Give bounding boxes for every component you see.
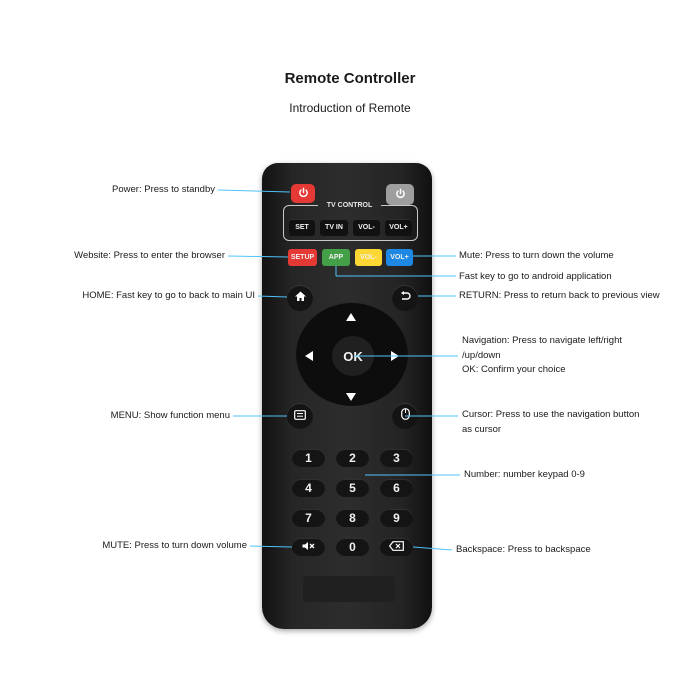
tv-control-label: TV CONTROL bbox=[318, 202, 381, 209]
annotation-return: RETURN: Press to return back to previous view bbox=[459, 290, 660, 301]
annotation-website: Website: Press to enter the browser bbox=[74, 250, 225, 261]
annotation-power: Power: Press to standby bbox=[112, 184, 215, 195]
number-key-8[interactable]: 8 bbox=[336, 509, 369, 527]
number-key-2[interactable]: 2 bbox=[336, 449, 369, 467]
number-key-3[interactable]: 3 bbox=[380, 449, 413, 467]
tv-in-button[interactable]: TV IN bbox=[320, 219, 348, 236]
annotation-number: Number: number keypad 0-9 bbox=[464, 469, 585, 480]
tv-set-button[interactable]: SET bbox=[289, 219, 315, 236]
vol-up-color-button[interactable]: VOL+ bbox=[386, 249, 413, 266]
number-key-0[interactable]: 0 bbox=[336, 538, 369, 556]
number-key-5[interactable]: 5 bbox=[336, 479, 369, 497]
number-key-7[interactable]: 7 bbox=[292, 509, 325, 527]
annotation-cursor-2: as cursor bbox=[462, 424, 502, 435]
annotation-navigation-1: Navigation: Press to navigate left/right bbox=[462, 335, 623, 346]
number-key-6[interactable]: 6 bbox=[380, 479, 413, 497]
annotation-menu: MENU: Show function menu bbox=[110, 410, 230, 421]
annotation-fast-key: Fast key to go to android application bbox=[459, 271, 612, 282]
setup-button[interactable]: SETUP bbox=[288, 249, 317, 266]
annotation-navigation-2: /up/down bbox=[462, 350, 501, 361]
vol-down-color-button[interactable]: VOL- bbox=[355, 249, 382, 266]
number-key-1[interactable]: 1 bbox=[292, 449, 325, 467]
page-subtitle: Introduction of Remote bbox=[289, 101, 411, 115]
annotation-mute-left: MUTE: Press to turn down volume bbox=[102, 540, 247, 551]
app-button[interactable]: APP bbox=[322, 249, 350, 266]
annotation-navigation-3: OK: Confirm your choice bbox=[462, 364, 566, 375]
annotation-home: HOME: Fast key to go to back to main UI bbox=[82, 290, 255, 301]
annotation-mute-right: Mute: Press to turn down the volume bbox=[459, 250, 614, 261]
number-key-9[interactable]: 9 bbox=[380, 509, 413, 527]
page-title: Remote Controller bbox=[284, 70, 416, 87]
number-key-4[interactable]: 4 bbox=[292, 479, 325, 497]
tv-vol-up-button[interactable]: VOL+ bbox=[385, 219, 412, 236]
ok-button[interactable]: OK bbox=[332, 336, 374, 376]
annotation-cursor-1: Cursor: Press to use the navigation button bbox=[462, 409, 640, 420]
tv-vol-down-button[interactable]: VOL- bbox=[353, 219, 380, 236]
annotation-backspace: Backspace: Press to backspace bbox=[456, 544, 591, 555]
